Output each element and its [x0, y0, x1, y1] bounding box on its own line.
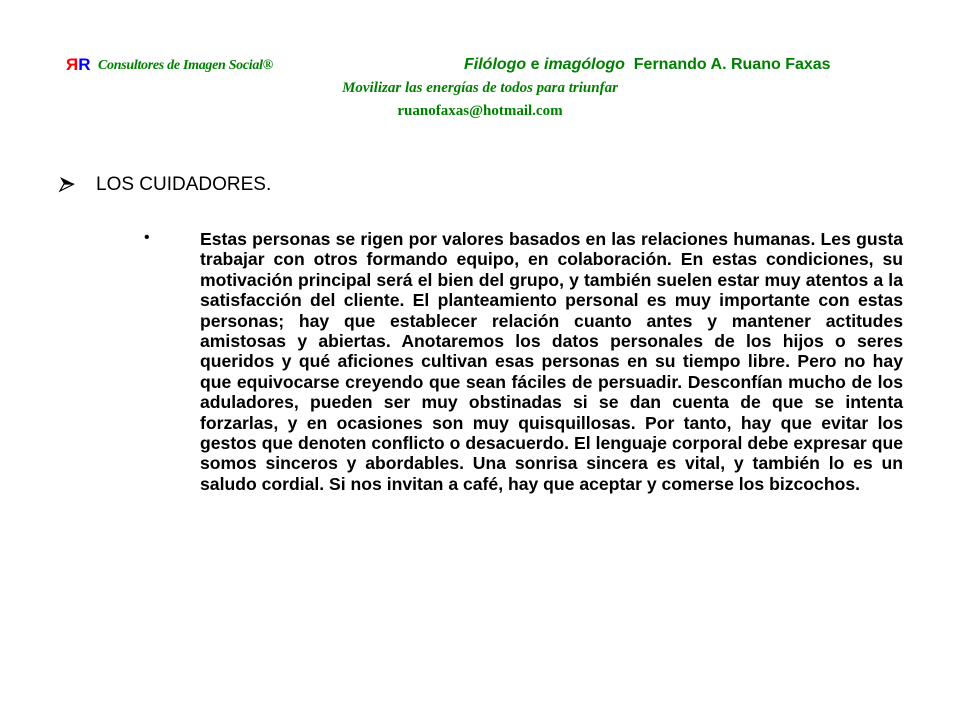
logo-letter-r-reversed: Я [66, 55, 79, 74]
author-credit [464, 54, 831, 76]
author-title-2: imagólogo [544, 56, 625, 73]
registered-mark: ® [262, 58, 273, 73]
author-title-1: Filólogo [464, 56, 527, 73]
arrow-bullet-icon [58, 175, 76, 193]
rr-logo [66, 54, 91, 76]
logo-letter-r: R [78, 55, 91, 74]
company-name-text: Consultores de Imagen Social [98, 58, 263, 73]
section-heading: LOS CUIDADORES. [96, 174, 272, 195]
author-name: Fernando A. Ruano Faxas [624, 56, 831, 73]
header-top-line [66, 54, 906, 78]
bullet-icon: • [144, 229, 150, 246]
email-address: ruanofaxas@hotmail.com [397, 103, 563, 119]
motto-text: Movilizar las energías de todos para triunfar [342, 80, 618, 96]
body-paragraph: Estas personas se rigen por valores basados en las relaciones humanas. Les gusta trabajar con otros formando equipo, en colaboración. En estas condiciones, su motivación principal será el bien del grupo, y también suelen estar muy atentos a la satisfacción del cliente. El planteamiento personal es muy importante con estas personas; hay que establecer relación cuanto antes y mantener actitudes amistosas y abiertas. Anotaremos los datos personales de los hijos o seres queridos y qué aficiones cultivan esas personas en su tiempo libre. Pero no hay que equivocarse creyendo que sean fáciles de persuadir. Desconfían mucho de los aduladores, pueden ser muy obstinadas si se dan cuenta de que se intenta forzarlas, y en ocasiones son muy quisquillosas. Por tanto, hay que evitar los gestos que denoten conflicto o desacuerdo. El lenguaje corporal debe expresar que somos sinceros y abordables. Una sonrisa sincera es vital, y también lo es un saludo cordial. Si nos invitan a café, hay que aceptar y comerse los bizcochos. [200, 229, 903, 494]
motto [0, 78, 960, 98]
company-name [98, 55, 273, 77]
author-title-conj: e [526, 56, 544, 73]
